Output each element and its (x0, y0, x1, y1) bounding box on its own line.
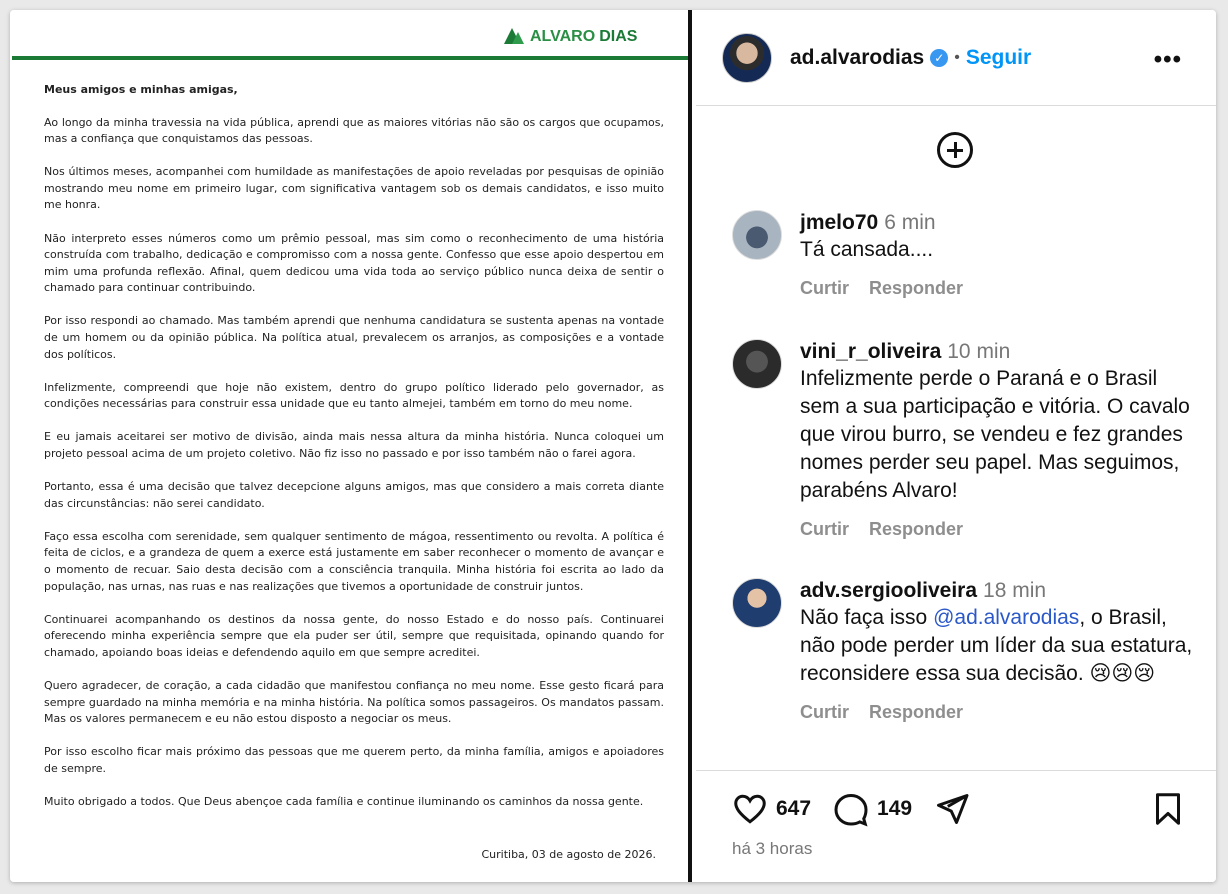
brand-name-last: DIAS (599, 28, 638, 45)
letter-paragraph: Portanto, essa é uma decisão que talvez decepcione alguns amigos, mas que considero a mais correta diante das circunstâncias: não serei candidato. (44, 480, 664, 510)
post-header (696, 10, 1216, 106)
letter-paragraph: Muito obrigado a todos. Que Deus abençoe cada família e continue iluminando os caminhos da nossa gente. (44, 794, 644, 808)
letter-greeting: Meus amigos e minhas amigas, (44, 83, 238, 96)
post-frame (10, 10, 1216, 882)
comment-actions (800, 278, 1200, 299)
comment-text-start: Não faça isso (800, 606, 934, 629)
letter-paragraph: Quero agradecer, de coração, a cada cidadão que manifestou confiança no meu nome. Esse gesto ficará para sempre guardado na minha memória e na minha história. Na política somos passageiros. Os mandatos passam. Mas os valores permanecem e eu não estou disposto a negociar os meus. (44, 678, 664, 726)
comment-actions (800, 519, 1200, 540)
letter-paragraph: Por isso escolho ficar mais próximo das pessoas que me querem perto, da minha família, amigos e apoiadores de sempre. (44, 745, 664, 775)
letter-paragraph: Ao longo da minha travessia na vida pública, aprendi que as maiores vitórias não são os cargos que ocupamos, mas a confiança que conquistamos das pessoas. (44, 115, 664, 146)
author-avatar[interactable] (722, 33, 772, 83)
author-username[interactable]: ad.alvarodias (790, 45, 925, 69)
commenter-avatar[interactable] (732, 210, 782, 260)
share-send-icon[interactable] (934, 791, 970, 827)
likes-count: 647 (776, 797, 812, 820)
comment-text-end: , o Brasil, não pode perder um líder da sua estatura, reconsidere essa sua decisão. 😢😢😢 (800, 606, 1193, 685)
comment-time: 10 min (947, 340, 1011, 363)
comment-actions (800, 702, 1200, 723)
comment-body (800, 210, 1200, 299)
separator-dot: • (954, 48, 960, 66)
like-comment-button[interactable]: Curtir (800, 278, 849, 298)
reply-comment-button[interactable]: Responder (869, 702, 964, 722)
comment-body (800, 339, 1200, 540)
add-circle-icon[interactable] (937, 132, 973, 168)
comment-text (800, 604, 1200, 688)
letter-paragraph: Infelizmente, compreendi que hoje não existem, dentro do grupo político liderado pelo governador, as condições necessárias para construir essa unidade que eu tanto almejei, também em torno do meu nome. (44, 380, 664, 411)
letter-paragraph: Por isso respondi ao chamado. Mas também aprendi que nenhuma candidatura se sustenta apenas na vontade de um homem ou da opinião pública. Na política atual, prevalecem os arranjos, as composições e a vontade dos políticos. (44, 314, 664, 361)
mention-link[interactable]: @ad.alvarodias (933, 606, 1080, 629)
comment-time: 6 min (884, 211, 936, 234)
commenter-avatar[interactable] (732, 578, 782, 628)
post-time: há 3 horas (732, 839, 813, 858)
commenter-avatar[interactable] (732, 339, 782, 389)
letter-paragraph: Não interpreto esses números como um prêmio pessoal, mas sim como o reconhecimento de uma história construída com trabalho, dedicação e compromisso com a nossa gente. Confesso que esse apoio despertou em mim uma profunda reflexão. Afinal, quem dedicou uma vida toda ao serviço público nunca deixa de sentir o chamado para continuar contribuindo. (44, 231, 664, 295)
comments-panel (696, 10, 1216, 882)
letter-paragraph: E eu jamais aceitarei ser motivo de divisão, ainda mais nessa altura da minha história. Nunca coloquei um projeto pessoal acima de um projeto coletivo. Não fiz isso no passado e por isso também não o farei agora. (44, 430, 664, 460)
verified-badge-icon: ✓ (930, 49, 948, 67)
letter-paragraph: Continuarei acompanhando os destinos da nossa gente, do nosso Estado e do nosso país. Continuarei oferecendo minha experiência sempre que ela puder ser útil, sempre que requisitada, opinando quando for chamado, apoiando boas ideias e defendendo aquilo em que sempre acreditei. (44, 612, 664, 659)
reply-comment-button[interactable]: Responder (869, 278, 964, 298)
comment-text: Infelizmente perde o Paraná e o Brasil sem a sua participação e vitória. O cavalo que virou burro, se vendeu e fez grandes nomes perder seu papel. Mas seguimos, parabéns Alvaro! (800, 367, 1190, 502)
comment-bubble-icon[interactable] (833, 791, 869, 827)
letter-signature: Curitiba, 03 de agosto de 2026. (481, 848, 656, 861)
comment-body (800, 578, 1200, 723)
letter-paragraph: Faço essa escolha com serenidade, sem qualquer sentimento de mágoa, ressentimento ou revolta. A política é feita de ciclos, e a grandeza de quem a exerce está justamente em saber reconhecer o momento de avançar e o momento de recuar. Saio desta decisão com a consciência tranquila. Minha história foi escrita ao lado da população, nas urnas, nas ruas e nas realizações que tivemos a oportunidade de construir juntos. (44, 529, 664, 593)
commenter-username[interactable]: adv.sergiooliveira (800, 579, 978, 602)
brand-logo (504, 28, 637, 46)
follow-button[interactable]: Seguir (965, 45, 1032, 69)
commenter-username[interactable]: jmelo70 (800, 211, 879, 234)
comments-count: 149 (877, 797, 913, 820)
letter-image (10, 10, 692, 882)
letter-paragraph: Nos últimos meses, acompanhei com humildade as manifestações de apoio reveladas por pesquisas de opinião mostrando meu nome em primeiro lugar, com significativa vantagem sob os demais candidatos, e isso muito me honra. (44, 165, 664, 212)
post-footer (696, 770, 1216, 882)
header-rule (12, 56, 688, 60)
bookmark-icon[interactable] (1150, 791, 1186, 827)
heart-icon[interactable] (732, 791, 768, 827)
comment-time: 18 min (983, 579, 1047, 602)
reply-comment-button[interactable]: Responder (869, 519, 964, 539)
letter-body (44, 82, 664, 827)
commenter-username[interactable]: vini_r_oliveira (800, 340, 942, 363)
more-options-icon[interactable]: ••• (1153, 46, 1182, 73)
like-comment-button[interactable]: Curtir (800, 702, 849, 722)
brand-name-first: ALVARO (530, 28, 596, 45)
comment-text: Tá cansada.... (800, 238, 934, 261)
like-comment-button[interactable]: Curtir (800, 519, 849, 539)
engagement-row (732, 791, 970, 827)
brand-mountain-icon (504, 28, 526, 46)
